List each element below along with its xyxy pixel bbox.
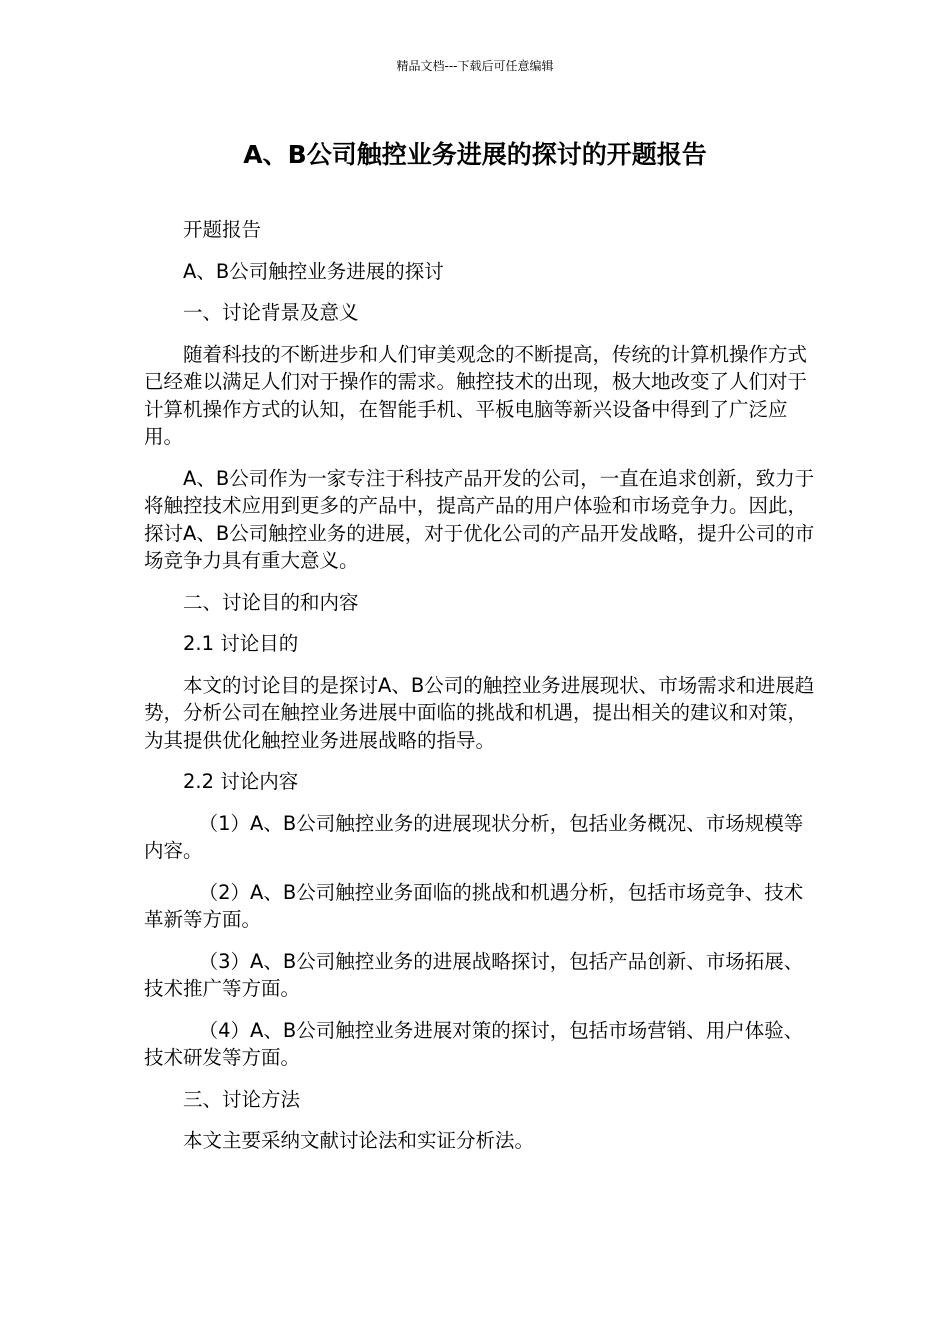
subject-line: A、B公司触控业务进展的探讨 xyxy=(183,259,444,283)
paragraph-background-1: 随着科技的不断进步和人们审美观念的不断提高，传统的计算机操作方式已经难以满足人们对于操作的需求。触控技术的出现，极大地改变了人们对于计算机操作方式的认知，在智能手机、平板电脑等新兴设备中得到了广泛应用。 xyxy=(144,342,808,448)
section-heading-method: 三、讨论方法 xyxy=(183,1087,301,1111)
list-item: （2）A、B公司触控业务面临的挑战和机遇分析，包括市场竞争、技术革新等方面。 xyxy=(144,880,804,931)
page-header: 精品文档---下载后可任意编辑 xyxy=(396,59,554,73)
document-body xyxy=(144,216,816,1169)
subsection-heading-content: 2.2 讨论内容 xyxy=(183,770,299,793)
section-label: 开题报告 xyxy=(183,218,262,241)
list-item: （3）A、B公司触控业务的进展战略探讨，包括产品创新、市场拓展、技术推广等方面。 xyxy=(144,949,804,1000)
section-heading-background: 一、讨论背景及意义 xyxy=(183,301,359,324)
subsection-heading-purpose: 2.1 讨论目的 xyxy=(183,632,299,655)
paragraph-method: 本文主要采纳文献讨论法和实证分析法。 xyxy=(183,1129,535,1152)
list-item: （1）A、B公司触控业务的进展现状分析，包括业务概况、市场规模等内容。 xyxy=(144,811,804,862)
paragraph-background-2: A、B公司作为一家专注于科技产品开发的公司，一直在追求创新，致力于将触控技术应用到更多的产品中，提高产品的用户体验和市场竞争力。因此，探讨A、B公司触控业务的进展，对于优化公司的产品开发战略，提升公司的市场竞争力具有重大意义。 xyxy=(144,466,815,572)
document-title: A、B公司触控业务进展的探讨的开题报告 xyxy=(243,140,707,169)
section-heading-purpose: 二、讨论目的和内容 xyxy=(183,590,359,614)
list-item: （4）A、B公司触控业务进展对策的探讨，包括市场营销、用户体验、技术研发等方面。 xyxy=(144,1018,804,1069)
paragraph-purpose: 本文的讨论目的是探讨A、B公司的触控业务进展现状、市场需求和进展趋势，分析公司在触控业务进展中面临的挑战和机遇，提出相关的建议和对策，为其提供优化触控业务进展战略的指导。 xyxy=(144,673,815,752)
